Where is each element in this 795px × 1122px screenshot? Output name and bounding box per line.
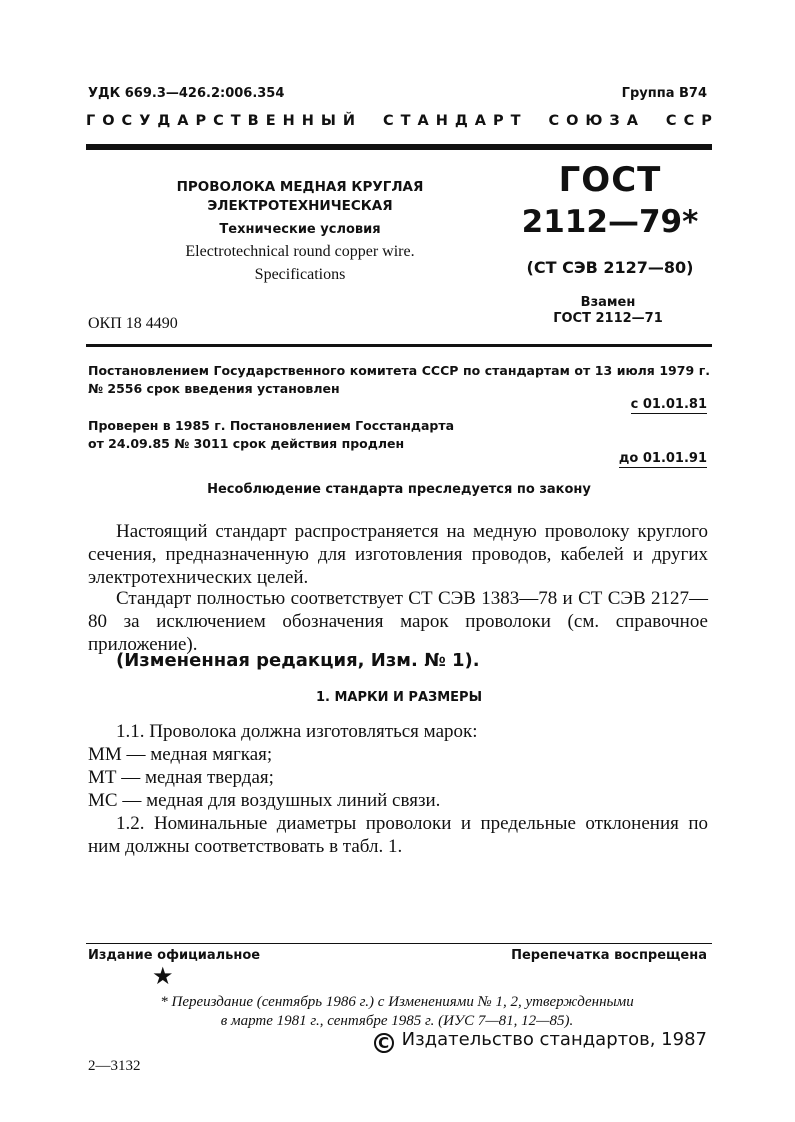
banner-letter: Ю	[585, 113, 603, 129]
banner-letter	[362, 113, 376, 129]
banner-letter: С	[213, 113, 224, 129]
list-item: 1.1. Проволока должна изготовляться марок:	[116, 721, 478, 742]
banner-letter: А	[177, 113, 189, 129]
okp-code: ОКП 18 4490	[88, 315, 178, 332]
banner-letter: Г	[86, 113, 96, 129]
page-code: 2—3132	[88, 1058, 141, 1074]
banner-letter	[645, 113, 659, 129]
revision-text	[88, 417, 710, 453]
banner-letter: О	[102, 113, 115, 129]
top-rule	[86, 144, 712, 150]
banner-letter: С	[548, 113, 560, 129]
bottom-rule	[86, 943, 712, 944]
law-notice: Несоблюдение стандарта преследуется по закону	[207, 482, 591, 497]
banner-letter: Н	[282, 113, 295, 129]
gost-designation	[515, 160, 705, 277]
banner-letter: Й	[342, 113, 355, 129]
replaces-value: ГОСТ 2112—71	[553, 311, 663, 326]
banner-letter: Н	[435, 113, 448, 129]
banner-letter: Н	[301, 113, 314, 129]
udk-code: УДК 669.3—426.2:006.354	[88, 86, 285, 101]
group-code: Группа В74	[621, 86, 707, 101]
banner-letter: В	[247, 113, 259, 129]
list-item: МС — медная для воздушных линий связи.	[88, 790, 441, 811]
sev-reference: (СТ СЭВ 2127—80)	[526, 258, 694, 277]
banner-letter: Р	[195, 113, 207, 129]
title-subtitle: Технические условия	[219, 222, 381, 237]
amendment-note: (Измененная редакция, Изм. № 1).	[116, 650, 480, 671]
reprint-prohibited-label: Перепечатка воспрещена	[511, 948, 707, 963]
gost-number: 2112—79*	[521, 204, 699, 240]
banner-letter: С	[665, 113, 677, 129]
copyright-icon: C	[374, 1033, 394, 1053]
banner-letter: Р	[492, 113, 504, 129]
banner-letter: А	[474, 113, 486, 129]
replaces-label: Взамен	[580, 295, 636, 310]
banner-letter: У	[139, 113, 151, 129]
title-ru-line1: ПРОВОЛОКА МЕДНАЯ КРУГЛАЯ	[176, 179, 424, 195]
title-ru-line2: ЭЛЕКТРОТЕХНИЧЕСКАЯ	[207, 198, 393, 214]
official-edition-label: Издание официальное	[88, 948, 261, 963]
middle-rule	[86, 344, 712, 347]
banner-letter: Т	[400, 113, 411, 129]
grades-list	[88, 720, 708, 858]
list-item: ММ — медная мягкая;	[88, 744, 273, 765]
star-icon: ★	[152, 964, 174, 990]
banner-letter: Д	[454, 113, 468, 129]
banner-letter: З	[609, 113, 620, 129]
banner-letter: Т	[230, 113, 241, 129]
copyright-text: Издательство стандартов, 1987	[401, 1029, 707, 1050]
compliance-paragraph: Стандарт полностью соответствует СТ СЭВ 1383—78 и СТ СЭВ 2127—80 за исключением обозначения марок проволоки (см. справочное приложение).	[88, 588, 708, 655]
banner-letter: С	[121, 113, 133, 129]
banner-letter: А	[626, 113, 638, 129]
title-en-line1: Electrotechnical round copper wire.	[185, 243, 415, 260]
list-item: 1.2. Номинальные диаметры проволоки и предельные отклонения по ним должны соответствовать в табл. 1.	[88, 813, 708, 857]
list-item: МТ — медная твердая;	[88, 767, 274, 788]
banner-letter	[527, 113, 541, 129]
state-standard-banner	[86, 113, 712, 129]
resolution-text: Постановлением Государственного комитета СССР по стандартам от 13 июля 1979 г. № 2556 срок введения установлен	[88, 363, 710, 396]
banner-letter: О	[566, 113, 579, 129]
banner-letter: С	[382, 113, 394, 129]
banner-letter: С	[683, 113, 695, 129]
banner-letter: Д	[157, 113, 171, 129]
banner-letter: Т	[510, 113, 521, 129]
revision-line1: Проверен в 1985 г. Постановлением Госстандарта	[88, 418, 455, 433]
title-block	[150, 178, 450, 283]
reissue-note	[112, 993, 682, 1031]
gost-word: ГОСТ	[558, 160, 662, 200]
banner-letter: Р	[701, 113, 712, 129]
reissue-line1: * Переиздание (сентябрь 1986 г.) с Изменениями № 1, 2, утвержденными	[160, 994, 634, 1010]
copyright-line	[374, 1029, 707, 1053]
section-heading: 1. МАРКИ И РАЗМЕРЫ	[315, 690, 483, 705]
replaces-block	[548, 295, 668, 327]
banner-letter: Ы	[320, 113, 336, 129]
effective-date: с 01.01.81	[630, 397, 707, 412]
revision-line2: от 24.09.85 № 3011 срок действия продлен	[88, 436, 405, 451]
extended-date: до 01.01.91	[618, 451, 707, 466]
banner-letter: Е	[265, 113, 276, 129]
banner-letter: А	[417, 113, 429, 129]
reissue-line2: в марте 1981 г., сентябре 1985 г. (ИУС 7—81, 12—85).	[220, 1013, 574, 1029]
scope-paragraph: Настоящий стандарт распространяется на медную проволоку круглого сечения, предназначенную для изготовления проводов, кабелей и других электротехнических целей.	[88, 521, 708, 588]
title-en-line2: Specifications	[254, 266, 346, 283]
